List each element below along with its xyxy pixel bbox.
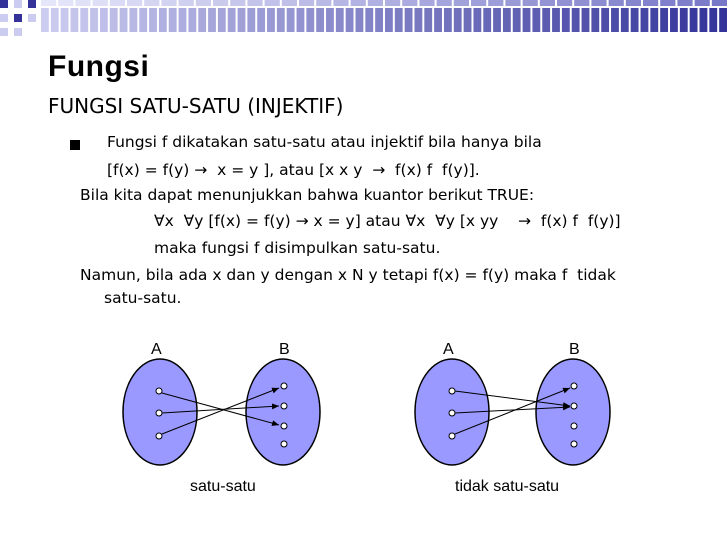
header-tile <box>523 8 531 32</box>
header-tile <box>267 8 275 32</box>
element-b2 <box>571 403 577 409</box>
header-tile <box>562 8 570 32</box>
header-tile <box>247 0 262 6</box>
header-tile <box>213 0 228 6</box>
header-tile <box>680 8 688 32</box>
header-tile <box>228 8 236 32</box>
header-tile <box>149 8 157 32</box>
text-line-2: [f(x) = f(y) → x = y ], atau [x x y → f(x) f f(y)]. <box>107 161 480 179</box>
element-b2 <box>281 403 287 409</box>
header-tile <box>650 8 658 32</box>
header-tile <box>395 8 403 32</box>
header-tile <box>14 14 22 22</box>
header-tile <box>346 8 354 32</box>
header-tile <box>464 8 472 32</box>
header-tile <box>572 8 580 32</box>
header-tile <box>306 8 314 32</box>
header-tile <box>161 0 176 6</box>
header-tile <box>505 0 520 6</box>
header-tile <box>643 0 658 6</box>
header-tile <box>626 0 641 6</box>
header-tile <box>110 8 118 32</box>
header-tile <box>375 8 383 32</box>
header-tile <box>444 8 452 32</box>
diagram1-label-a: A <box>151 341 162 358</box>
header-tile <box>28 0 36 8</box>
header-tile <box>641 8 649 32</box>
header-tile <box>159 8 167 32</box>
header-tile <box>574 0 589 6</box>
element-a3 <box>449 433 455 439</box>
header-tile <box>90 8 98 32</box>
header-tile <box>188 8 196 32</box>
header-tile <box>601 8 609 32</box>
diagram1-label-b: B <box>279 341 290 358</box>
header-tile <box>0 14 8 22</box>
header-tile <box>385 0 400 6</box>
header-tile <box>208 8 216 32</box>
header-tile <box>557 0 572 6</box>
header-tile <box>169 8 177 32</box>
element-a2 <box>156 410 162 416</box>
header-tile <box>218 8 226 32</box>
element-b4 <box>281 441 287 447</box>
diagram1-caption: satu-satu <box>190 478 256 495</box>
set-b-ellipse <box>536 359 610 465</box>
header-tile <box>120 8 128 32</box>
header-tile <box>28 14 36 22</box>
header-tile <box>93 0 108 6</box>
header-tile <box>230 0 245 6</box>
header-tile <box>287 8 295 32</box>
header-tile <box>660 0 675 6</box>
header-tile <box>414 8 422 32</box>
header-tile <box>80 8 88 32</box>
header-tile <box>41 8 49 32</box>
mapping-diagrams <box>0 340 728 546</box>
text-line-3: Bila kita dapat menunjukkan bahwa kuantor berikut TRUE: <box>80 186 535 204</box>
diagram-satu-satu <box>123 359 320 465</box>
element-b1 <box>571 383 577 389</box>
header-tile <box>75 0 90 6</box>
element-b3 <box>571 423 577 429</box>
header-tile <box>473 8 481 32</box>
header-tile <box>179 0 194 6</box>
header-tile <box>609 0 624 6</box>
element-b4 <box>571 441 577 447</box>
element-b1 <box>281 383 287 389</box>
slide-subtitle: FUNGSI SATU-SATU (INJEKTIF) <box>48 94 344 118</box>
header-tile <box>100 8 108 32</box>
bullet-square-icon <box>70 140 80 150</box>
header-tile <box>257 8 265 32</box>
header-tile <box>41 0 56 6</box>
text-line-7: satu-satu. <box>104 289 182 307</box>
element-a1 <box>156 388 162 394</box>
header-tile <box>405 8 413 32</box>
header-tile <box>488 0 503 6</box>
text-line-5: maka fungsi f disimpulkan satu-satu. <box>154 239 441 257</box>
header-tile <box>365 8 373 32</box>
header-tile <box>299 0 314 6</box>
header-tile <box>282 0 297 6</box>
header-tile <box>144 0 159 6</box>
header-tile <box>316 0 331 6</box>
diagram2-caption: tidak satu-satu <box>455 478 560 495</box>
header-tile <box>700 8 708 32</box>
header-tile <box>61 8 69 32</box>
header-tile <box>419 0 434 6</box>
header-tile <box>238 8 246 32</box>
text-line-1: Fungsi f dikatakan satu-satu atau injektif bila hanya bila <box>107 133 542 151</box>
header-tile <box>297 8 305 32</box>
header-tile <box>58 0 73 6</box>
header-tile <box>437 0 452 6</box>
header-tile <box>179 8 187 32</box>
header-tile <box>14 0 22 8</box>
header-tile <box>621 8 629 32</box>
header-tile <box>356 8 364 32</box>
header-tile <box>434 8 442 32</box>
header-tile <box>316 8 324 32</box>
header-tile <box>196 0 211 6</box>
header-tile <box>709 8 717 32</box>
header-tile <box>198 8 206 32</box>
header-tile <box>690 8 698 32</box>
header-tile <box>265 0 280 6</box>
element-a2 <box>449 410 455 416</box>
header-tile <box>424 8 432 32</box>
header-tile <box>552 8 560 32</box>
header-tile <box>402 0 417 6</box>
element-b3 <box>281 423 287 429</box>
header-tile <box>351 0 366 6</box>
header-tile <box>51 8 59 32</box>
header-tile <box>471 0 486 6</box>
header-tile <box>129 8 137 32</box>
header-tile <box>660 8 668 32</box>
header-tile <box>336 8 344 32</box>
header-tile <box>483 8 491 32</box>
header-tile <box>14 28 22 36</box>
header-tile <box>385 8 393 32</box>
header-tile <box>454 0 469 6</box>
header-tile <box>70 8 78 32</box>
header-tile <box>110 0 125 6</box>
header-tile <box>677 0 692 6</box>
header-tile <box>454 8 462 32</box>
header-tile <box>493 8 501 32</box>
header-tile <box>611 8 619 32</box>
element-a3 <box>156 433 162 439</box>
header-tile <box>0 0 8 8</box>
header-tile <box>333 0 348 6</box>
diagram-tidak-satu-satu <box>415 359 610 465</box>
header-tile <box>247 8 255 32</box>
header-tile <box>277 8 285 32</box>
diagram2-label-b: B <box>569 341 580 358</box>
header-tile <box>127 0 142 6</box>
header-tile <box>591 0 606 6</box>
text-line-4: ∀x ∀y [f(x) = f(y) → x = y] atau ∀x ∀y [x yy → f(x) f f(y)] <box>154 212 621 230</box>
header-tile <box>695 0 710 6</box>
header-tile <box>0 28 8 36</box>
text-line-6: Namun, bila ada x dan y dengan x N y tetapi f(x) = f(y) maka f tidak <box>80 266 616 284</box>
slide-title: Fungsi <box>48 50 150 83</box>
header-tile <box>670 8 678 32</box>
header-tile <box>513 8 521 32</box>
header-tile <box>368 0 383 6</box>
header-tile <box>542 8 550 32</box>
header-tile <box>523 0 538 6</box>
header-tile <box>591 8 599 32</box>
element-a1 <box>449 388 455 394</box>
diagram2-label-a: A <box>443 341 454 358</box>
header-tile <box>139 8 147 32</box>
header-tile <box>532 8 540 32</box>
header-tile <box>712 0 727 6</box>
header-tile <box>540 0 555 6</box>
header-tile <box>503 8 511 32</box>
header-tile <box>326 8 334 32</box>
header-tile <box>719 8 727 32</box>
set-b-ellipse <box>246 359 320 465</box>
header-tile <box>582 8 590 32</box>
header-tile <box>631 8 639 32</box>
